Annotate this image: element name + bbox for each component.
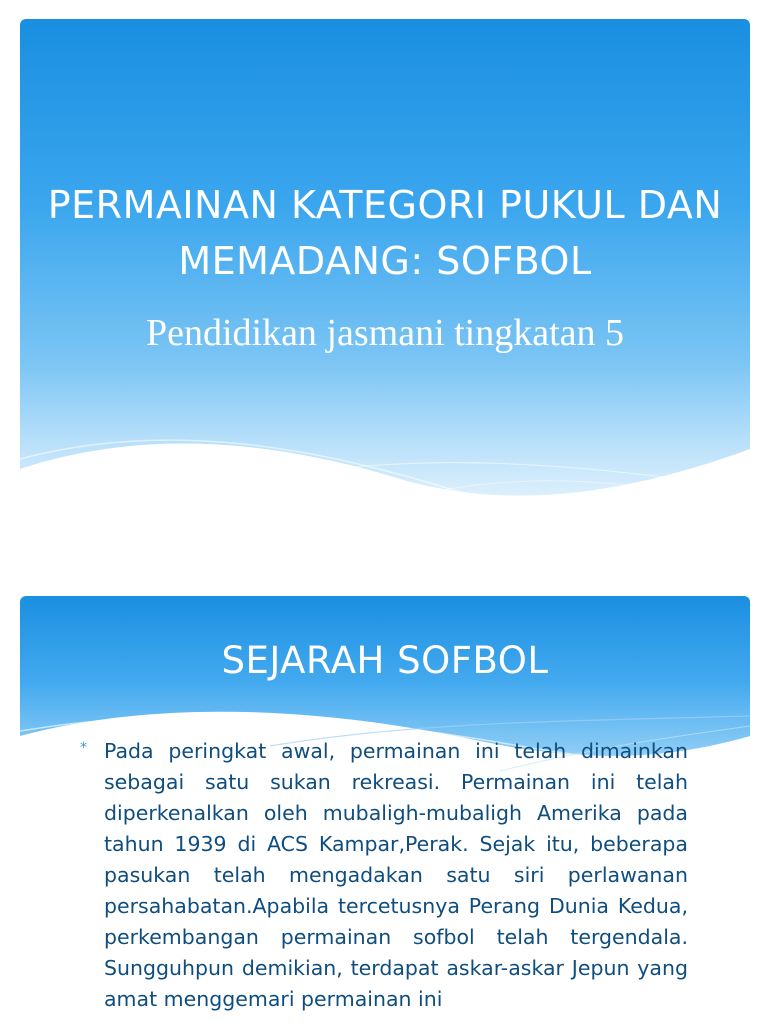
bullet-marker: * bbox=[80, 740, 87, 756]
title-slide bbox=[20, 19, 750, 549]
content-slide bbox=[20, 596, 750, 1036]
body-paragraph: Pada peringkat awal, permainan ini telah dimainkan sebagai satu sukan rekreasi. Permainan ini telah diperkenalkan oleh mubaligh-mubaligh Amerika pada tahun 1939 di ACS Kampar,Perak. Sejak itu, beberapa pasukan telah mengadakan satu siri perlawanan persahabatan.Apabila tercetusnya Perang Dunia Kedua, perkembangan permainan sofbol telah tergendala. Sungguhpun demikian, terdapat askar-askar Jepun yang amat menggemari permainan ini bbox=[104, 739, 688, 1011]
slide-subtitle: Pendidikan jasmani tingkatan 5 bbox=[145, 312, 625, 354]
slide-title: PERMAINAN KATEGORI PUKUL DAN MEMADANG: SOFBOL bbox=[47, 183, 723, 283]
slide-title: SEJARAH SOFBOL bbox=[221, 639, 549, 682]
